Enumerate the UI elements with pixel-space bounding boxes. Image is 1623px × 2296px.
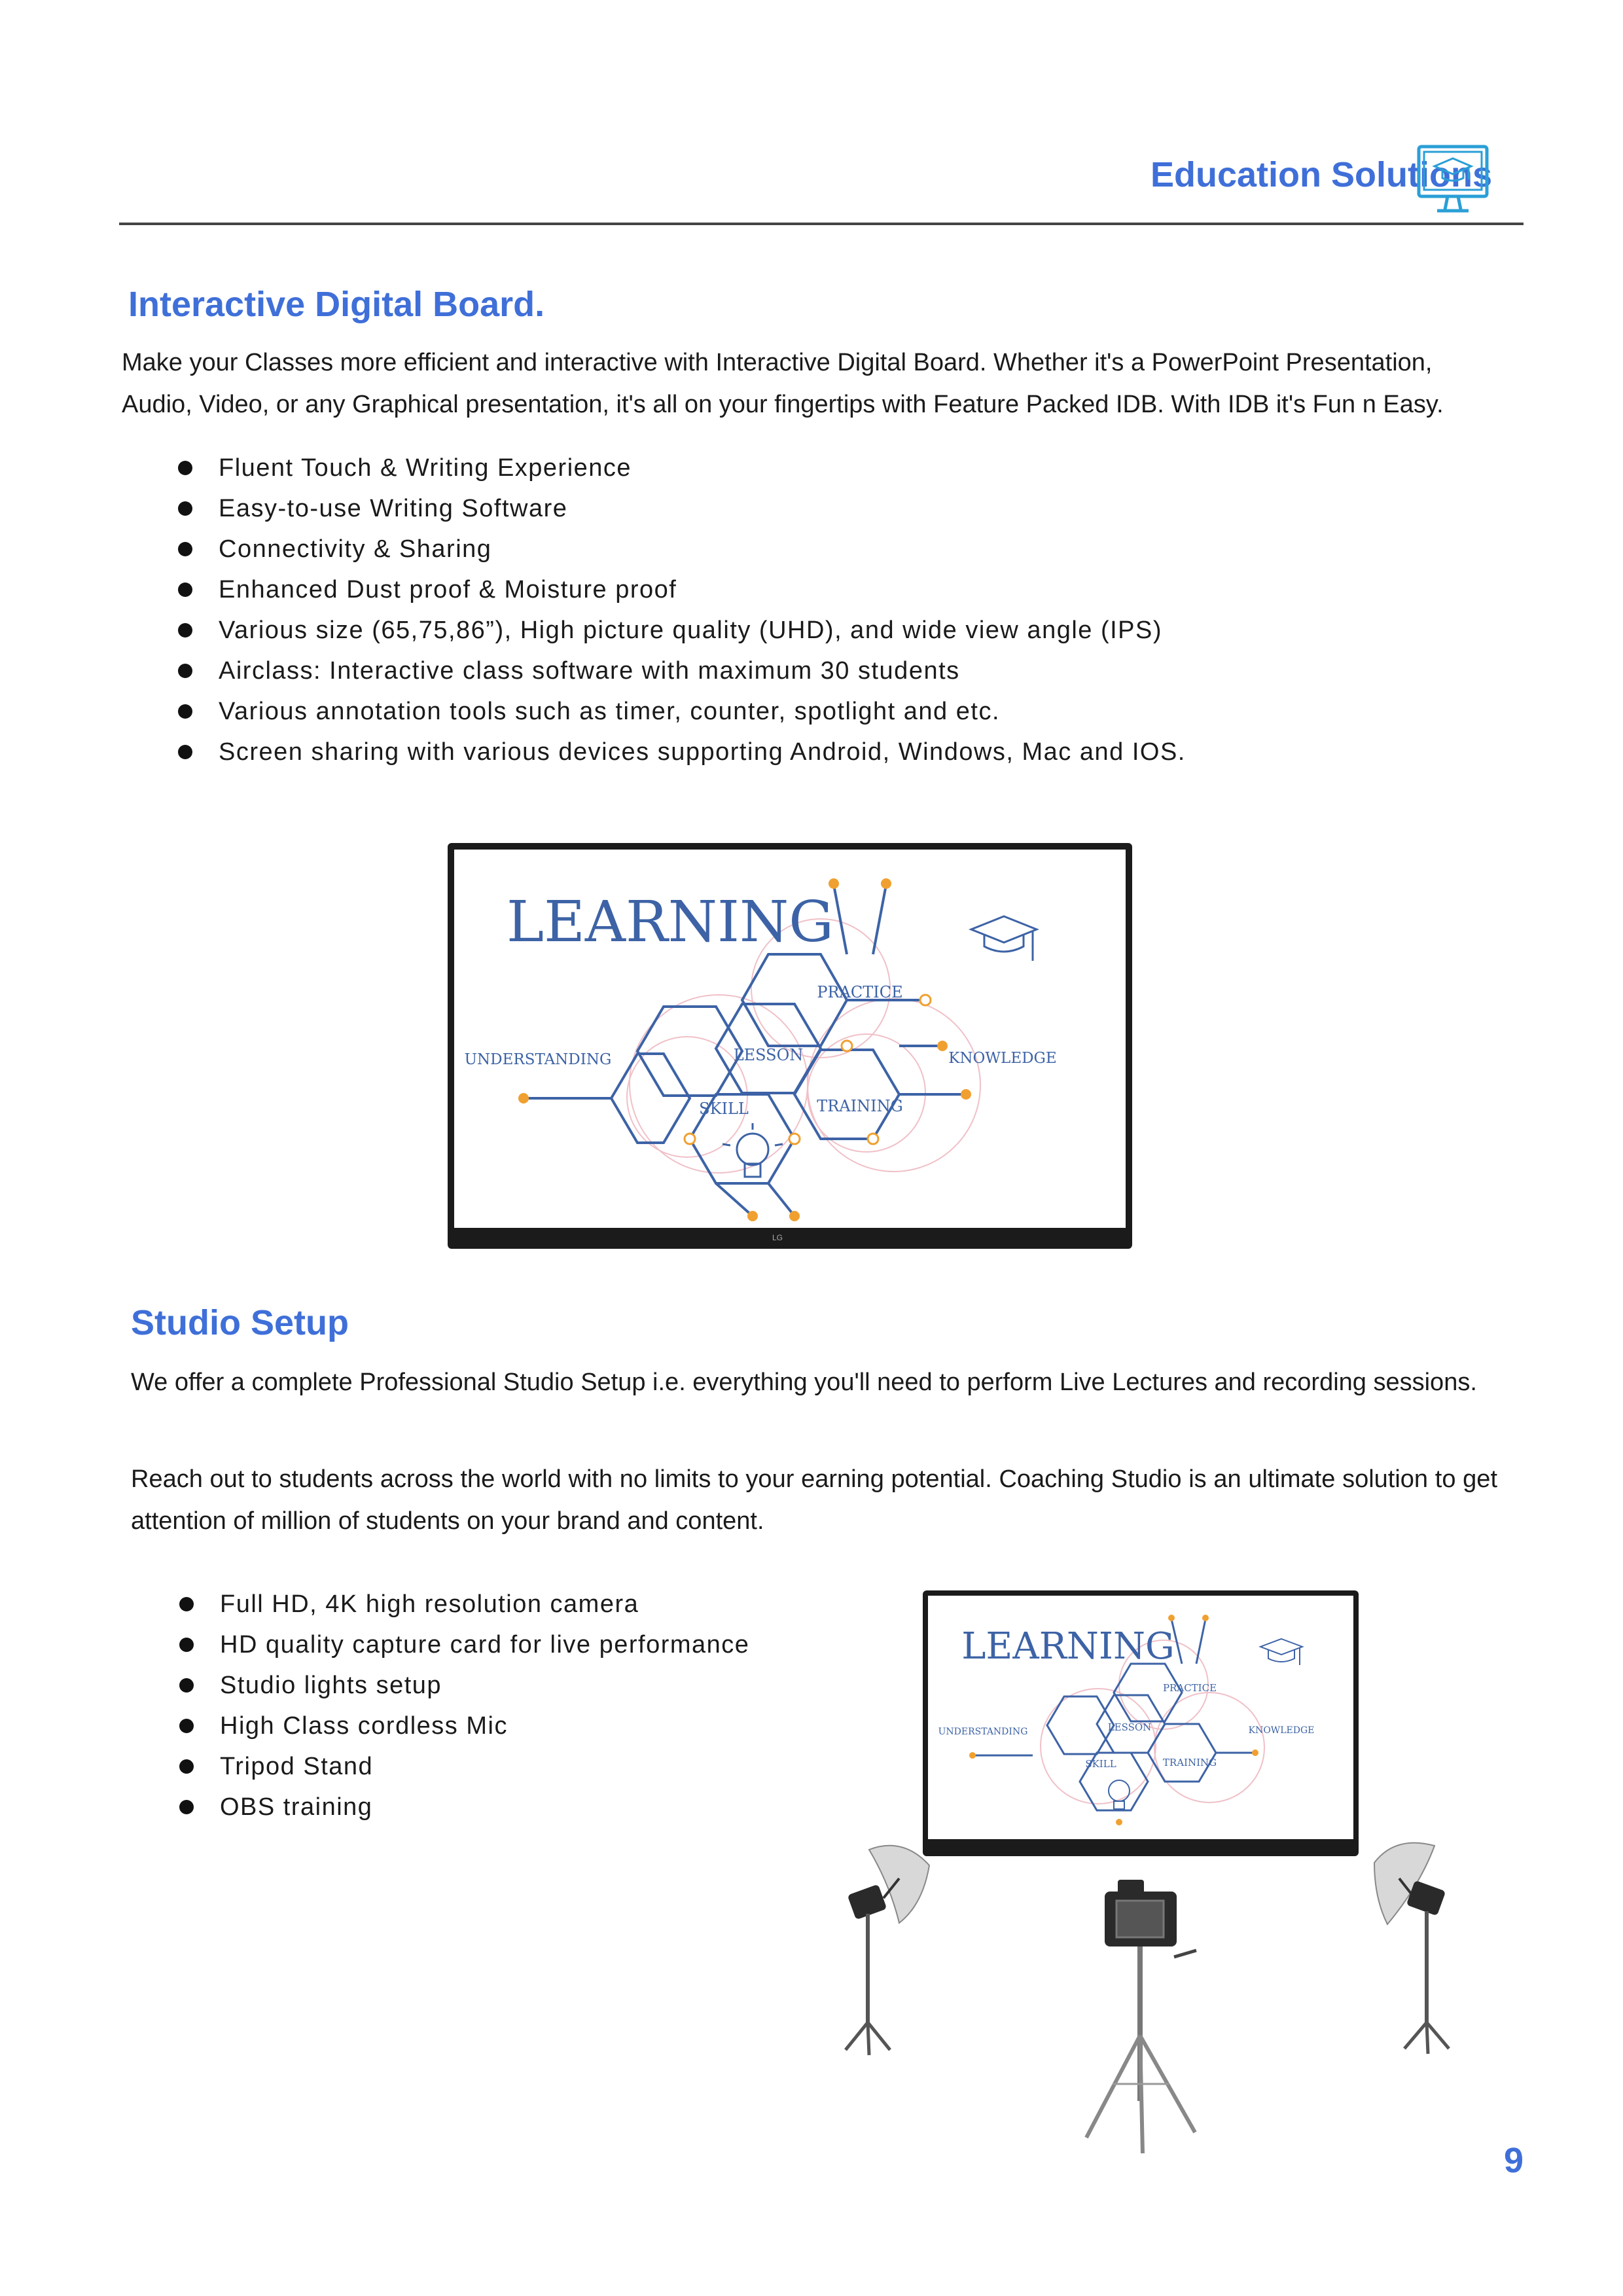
studio-paragraph-1: We offer a complete Professional Studio Setup i.e. everything you'll need to perform Live Lectures and recording sessions. [131, 1369, 1477, 1396]
list-item: High Class cordless Mic [220, 1706, 749, 1746]
right-umbrella-light-icon [1374, 1843, 1449, 2054]
studio-monitor [923, 1590, 1359, 1856]
studio-learning-headline: LEARNING [961, 1625, 1175, 1668]
studio-feature-list [220, 1584, 749, 1827]
interactive-board-image [448, 843, 1132, 1249]
studio-word-lesson: LESSON [1107, 1721, 1152, 1733]
learning-headline: LEARNING [507, 889, 834, 955]
list-item: Full HD, 4K high resolution camera [220, 1584, 749, 1624]
bullet-icon [178, 704, 192, 719]
studio-monitor-screen [928, 1596, 1353, 1839]
word-practice: PRACTICE [817, 983, 903, 1001]
header-divider [119, 223, 1524, 225]
studio-word-knowledge: KNOWLEDGE [1248, 1725, 1315, 1736]
brand-logo: LG [772, 1233, 783, 1242]
word-lesson: LESSON [733, 1046, 804, 1064]
list-item: OBS training [220, 1787, 749, 1827]
list-item: Various size (65,75,86”), High picture quality (UHD), and wide view angle (IPS) [219, 610, 1186, 651]
bullet-icon [178, 664, 192, 678]
studio-setup-image [831, 1590, 1486, 2166]
idb-section-title: Interactive Digital Board. [128, 285, 545, 324]
studio-word-training: TRAINING [1162, 1757, 1217, 1768]
list-item: Various annotation tools such as timer, counter, spotlight and etc. [219, 691, 1186, 732]
studio-word-understanding: UNDERSTANDING [938, 1727, 1028, 1737]
studio-learning-graphic [928, 1596, 1353, 1839]
studio-section-title: Studio Setup [131, 1303, 349, 1342]
idb-feature-list [219, 448, 1186, 772]
word-knowledge: KNOWLEDGE [948, 1050, 1057, 1067]
monitor-graduation-cap-icon [1414, 141, 1492, 220]
list-item: Studio lights setup [220, 1665, 749, 1706]
list-item: Tripod Stand [220, 1746, 749, 1787]
idb-intro-line-1: Make your Classes more efficient and interactive with Interactive Digital Board. Whether it's a PowerPoint Presentation, [122, 349, 1433, 376]
list-item: Fluent Touch & Writing Experience [219, 448, 1186, 488]
camera-tripod-icon [1086, 1880, 1196, 2153]
board-screen [454, 850, 1126, 1228]
studio-word-skill: SKILL [1085, 1758, 1116, 1770]
bullet-icon [178, 501, 192, 516]
left-umbrella-light-icon [846, 1846, 929, 2055]
bullet-icon [179, 1678, 194, 1693]
bullet-icon [179, 1638, 194, 1652]
bullet-icon [179, 1719, 194, 1733]
studio-graduation-cap-icon [1260, 1639, 1302, 1665]
idb-intro-paragraph [122, 342, 1535, 425]
graduation-cap-icon [971, 916, 1037, 961]
word-training: TRAINING [817, 1097, 903, 1115]
learning-hexagon-graphic [454, 850, 1126, 1228]
list-item: Connectivity & Sharing [219, 529, 1186, 569]
studio-equipment-illustration [831, 1839, 1486, 2166]
list-item: Enhanced Dust proof & Moisture proof [219, 569, 1186, 610]
word-skill: SKILL [699, 1100, 749, 1118]
studio-paragraph-2: Reach out to students across the world with no limits to your earning potential. Coaching Studio is an ultimate solution to get attention of million of students on your brand and content. [131, 1465, 1497, 1535]
bullet-icon [179, 1759, 194, 1774]
bullet-icon [178, 583, 192, 597]
bullet-icon [178, 623, 192, 637]
list-item: Airclass: Interactive class software with maximum 30 students [219, 651, 1186, 691]
bullet-icon [178, 461, 192, 475]
list-item: HD quality capture card for live performance [220, 1624, 749, 1665]
header-title: Education Solutions [1150, 155, 1492, 194]
word-understanding: UNDERSTANDING [464, 1051, 612, 1068]
studio-word-practice: PRACTICE [1162, 1682, 1217, 1694]
bullet-icon [178, 542, 192, 556]
bullet-icon [178, 745, 192, 759]
idb-intro-line-2: Audio, Video, or any Graphical presentation, it's all on your fingertips with Feature Packed IDB. With IDB it's Fun n Easy. [122, 391, 1444, 418]
bullet-icon [179, 1800, 194, 1814]
bullet-icon [179, 1597, 194, 1611]
page-number: 9 [1503, 2141, 1524, 2180]
list-item: Screen sharing with various devices supporting Android, Windows, Mac and IOS. [219, 732, 1186, 772]
lightbulb-icon [722, 1123, 783, 1177]
studio-lightbulb-icon [1109, 1780, 1130, 1809]
list-item: Easy-to-use Writing Software [219, 488, 1186, 529]
